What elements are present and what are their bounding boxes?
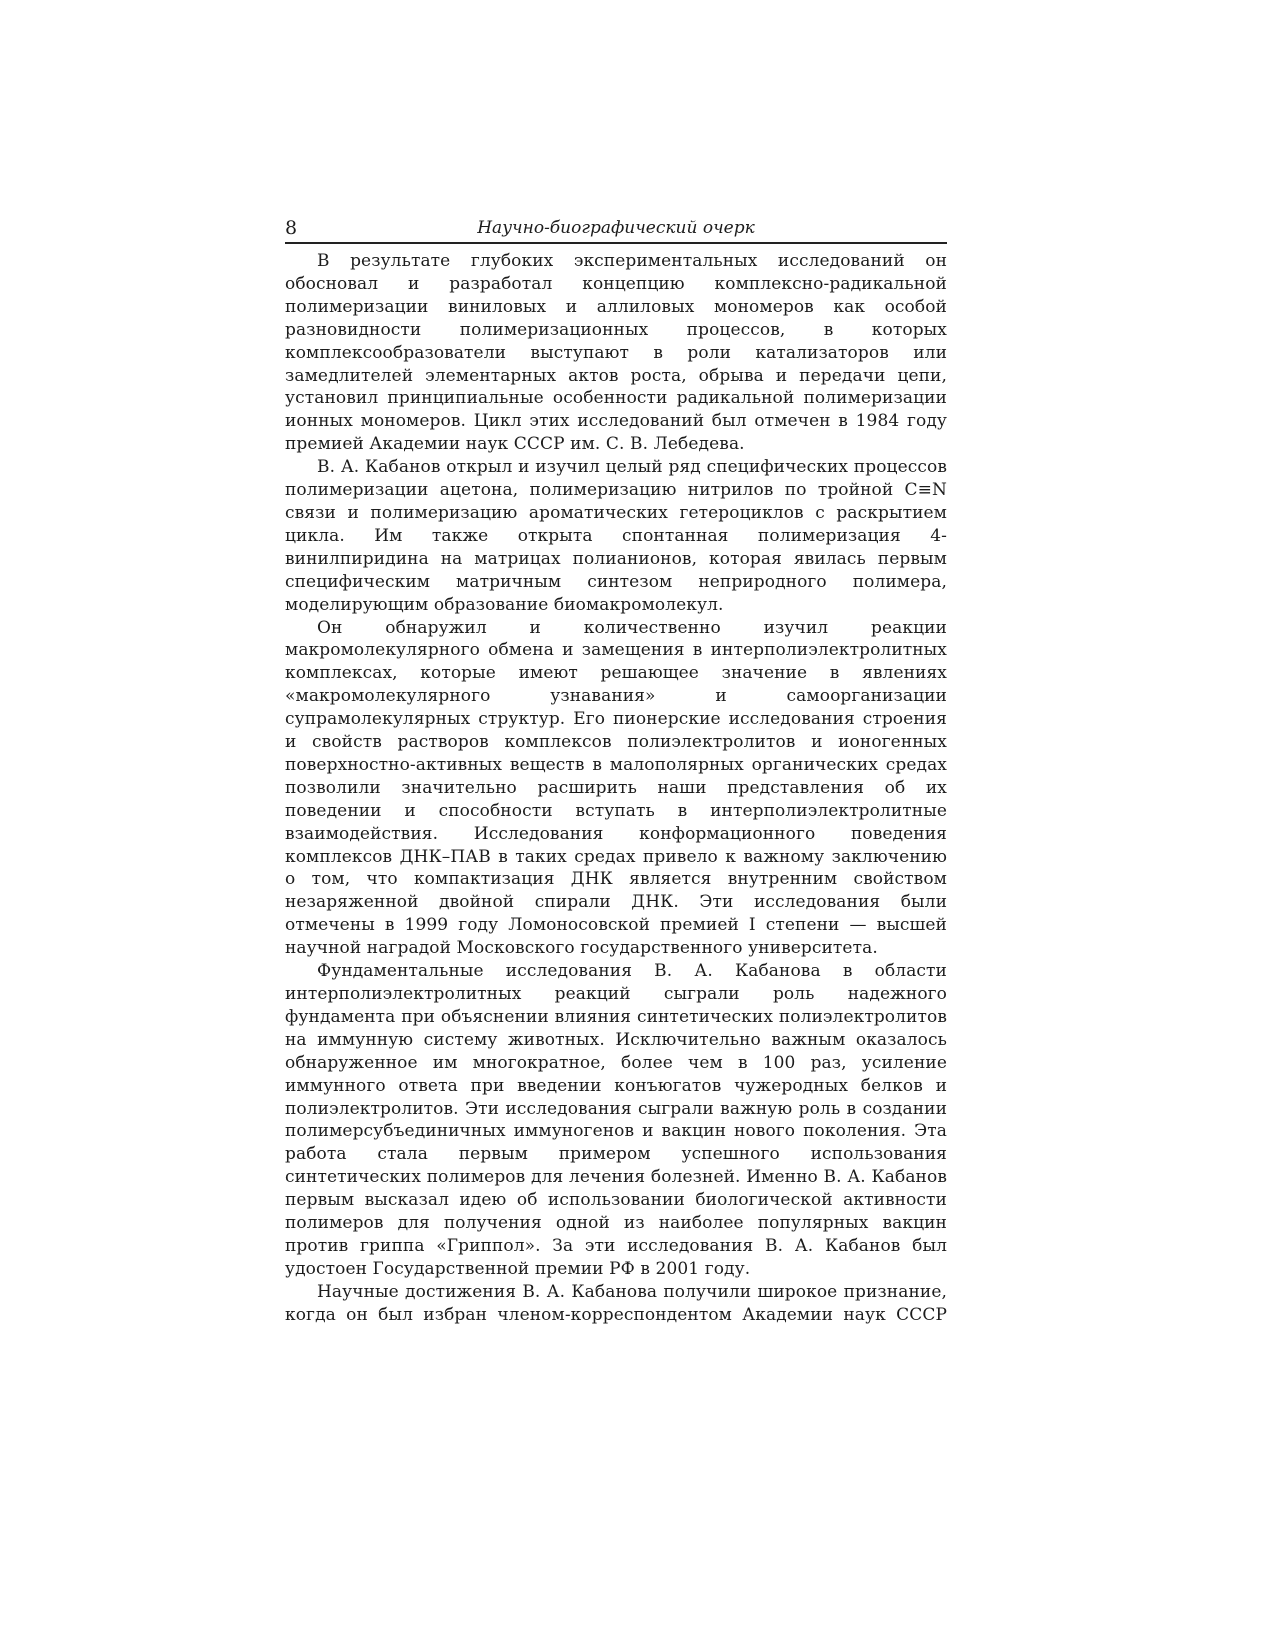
page-number: 8 [285, 217, 298, 239]
paragraph-immune-research: Фундаментальные исследования В. А. Кабанова в области интерполиэлектролитных реакций сыграли роль надежного фундамента при объяснении влияния синтетических полиэлектролитов на иммунную систему животных. Исключительно важным оказалось обнаруженное им многократное, более чем в 100 раз, усиление иммунного ответа при введении конъюгатов чужеродных белков и полиэлектролитов. Эти исследования сыграли важную роль в создании полимерсубъединичных иммуногенов и вакцин нового поколения. Эта работа стала первым примером успешного использования синтетических полимеров для лечения болезней. Именно В. А. Кабанов первым высказал идею об использовании биологической активности полимеров для получения одной из наиболее популярных вакцин против гриппа «Гриппол». За эти исследования В. А. Кабанов был удостоен Государственной премии РФ в 2001 году. [285, 961, 947, 1279]
paragraph-line: Научные достижения В. А. Кабанова получили широкое признание, [317, 1281, 947, 1302]
running-head [285, 216, 947, 244]
paragraph-acetone-polymerization: В. А. Кабанов открыл и изучил целый ряд специфических процессов полимеризации ацетона, полимеризацию нитрилов по тройной C≡N связи и полимеризацию ароматических гетероциклов с раскрытием цикла. Им также открыта спонтанная полимеризация 4-винилпиридина на матрицах полианионов, которая явилась первым специфическим матричным синтезом неприродного полимера, моделирующим образование биомакромолекул. [285, 457, 947, 615]
running-head-title: Научно-биографический очерк [477, 218, 755, 238]
body-text [285, 250, 947, 1327]
book-page [285, 216, 947, 1327]
paragraph-line: когда он был избран членом-корреспондентом Академии наук СССР [285, 1304, 947, 1325]
paragraph-macromolecular-exchange: Он обнаружил и количественно изучил реакции макромолекулярного обмена и замещения в интерполиэлектролитных комплексах, которые имеют решающее значение в явлениях «макромолекулярного узнавания» и самоорганизации супрамолекулярных структур. Его пионерские исследования строения и свойств растворов комплексов полиэлектролитов и ионогенных поверхностно-активных веществ в малополярных органических средах позволили значительно расширить наши представления об их поведении и способности вступать в интерполиэлектролитные взаимодействия. Исследования конформационного поведения комплексов ДНК–ПАВ в таких средах привело к важному заключению о том, что компактизация ДНК является внутренним свойством незаряженной двойной спирали ДНК. Эти исследования были отмечены в 1999 году Ломоносовской премией I степени — высшей научной наградой Московского государственного университета. [285, 617, 947, 959]
paragraph-radical-polymerization: В результате глубоких экспериментальных исследований он обосновал и разработал концепцию комплексно-радикальной полимеризации виниловых и аллиловых мономеров как особой разновидности полимеризационных процессов, в которых комплексообразователи выступают в роли катализаторов или замедлителей элементарных актов роста, обрыва и передачи цепи, установил принципиальные особенности радикальной полимеризации ионных мономеров. Цикл этих исследований был отмечен в 1984 году премией Академии наук СССР им. С. В. Лебедева. [285, 251, 947, 455]
paragraph-recognition [285, 1281, 947, 1327]
